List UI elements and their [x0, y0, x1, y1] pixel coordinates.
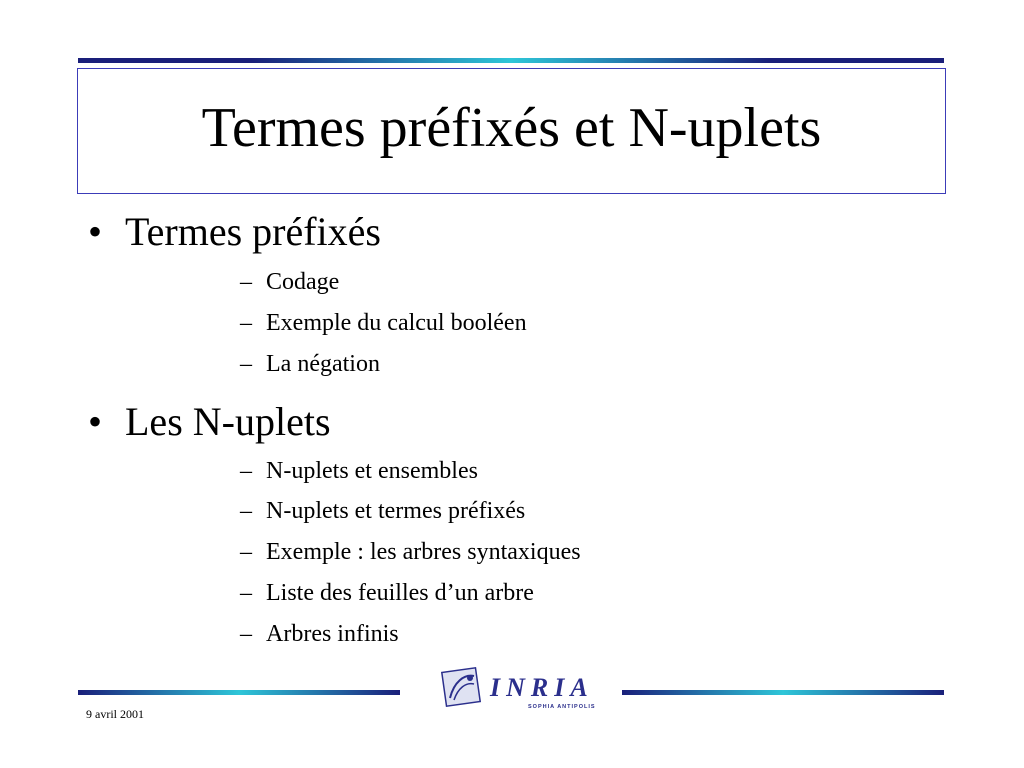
sub-item-text: Exemple du calcul booléen	[266, 310, 527, 336]
bullet-icon: •	[88, 209, 103, 254]
sub-item-text: N-uplets et termes préfixés	[266, 498, 526, 524]
sub-item	[240, 352, 380, 376]
inria-logo-icon	[440, 664, 600, 712]
sub-item-text: Exemple : les arbres syntaxiques	[266, 539, 581, 565]
dash-icon: –	[240, 498, 252, 524]
sub-item	[240, 311, 527, 335]
sub-item	[240, 581, 534, 605]
sub-item	[240, 622, 399, 646]
sub-item	[240, 459, 478, 483]
section-heading	[88, 399, 331, 444]
dash-icon: –	[240, 310, 252, 336]
dash-icon: –	[240, 458, 252, 484]
sub-item-text: Arbres infinis	[266, 621, 399, 647]
dash-icon: –	[240, 351, 252, 377]
dash-icon: –	[240, 621, 252, 647]
section-heading	[88, 209, 381, 254]
sub-item	[240, 540, 581, 564]
dash-icon: –	[240, 269, 252, 295]
sub-item-text: Liste des feuilles d’un arbre	[266, 580, 534, 606]
section-heading-text: Termes préfixés	[125, 209, 381, 254]
bottom-rule-right	[622, 690, 944, 695]
slide-title: Termes préfixés et N-uplets	[201, 97, 822, 159]
bullet-icon: •	[88, 399, 103, 444]
dash-icon: –	[240, 539, 252, 565]
footer-date: 9 avril 2001	[86, 707, 144, 721]
sub-item-text: La négation	[266, 351, 380, 377]
bottom-rule-left	[78, 690, 400, 695]
sub-item-text: N-uplets et ensembles	[266, 458, 478, 484]
sub-item-text: Codage	[266, 269, 340, 295]
sub-item	[240, 270, 339, 294]
sub-item	[240, 499, 525, 523]
svg-text:INRIA: INRIA	[490, 673, 594, 702]
dash-icon: –	[240, 580, 252, 606]
svg-text:SOPHIA ANTIPOLIS: SOPHIA ANTIPOLIS	[528, 704, 596, 710]
section-heading-text: Les N-uplets	[125, 399, 331, 444]
